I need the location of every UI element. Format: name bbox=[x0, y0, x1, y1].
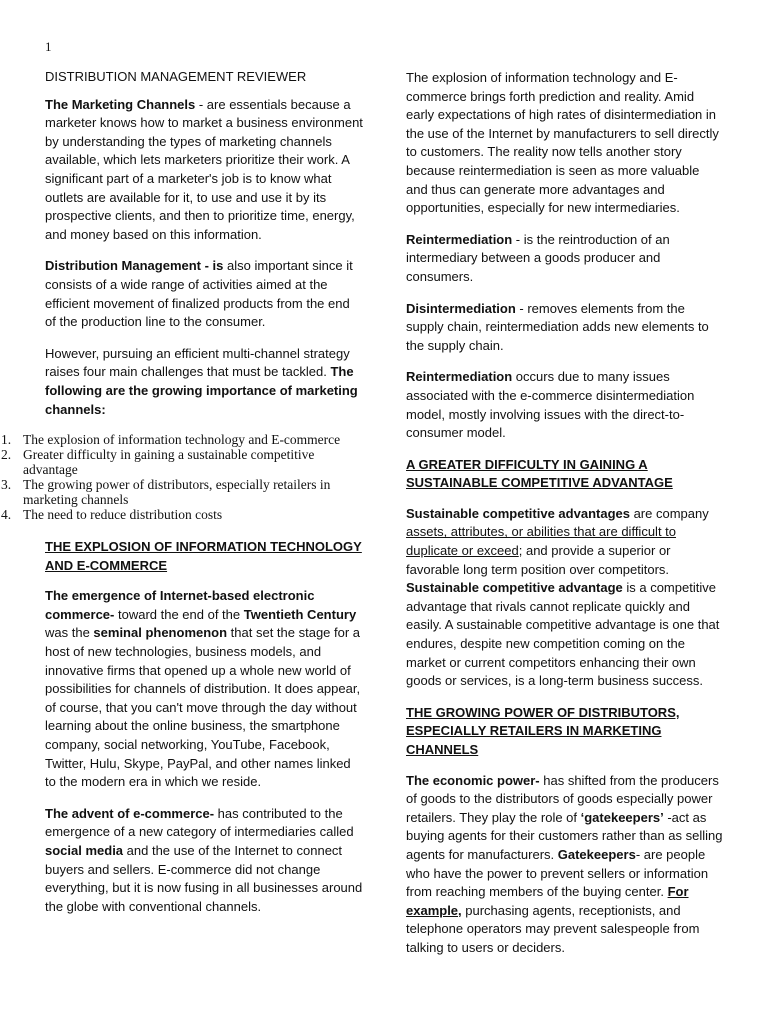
paragraph-text: has contributed to the emergence of a new category of intermediaries called bbox=[45, 805, 354, 840]
paragraph-text: -act as buying agents for their customers rather than as selling agents for manufacturers. bbox=[406, 809, 723, 862]
term-reintermediation: Reintermediation bbox=[406, 231, 513, 247]
paragraph-disintermediation-def bbox=[406, 300, 724, 356]
paragraph-text: - removes elements from the supply chain, reintermediation adds new elements to the supply chain. bbox=[406, 300, 709, 353]
list-text: The explosion of information technology and E-commerce bbox=[23, 432, 341, 448]
bold-underlined-text: For example, bbox=[406, 884, 689, 918]
section-heading-competitive-advantage: A GREATER DIFFICULTY IN GAINING A SUSTAINABLE COMPETITIVE ADVANTAGE bbox=[406, 456, 673, 491]
paragraph-text: However, pursuing an efficient multi-channel strategy raises four main challenges that must be tackled. bbox=[45, 345, 350, 380]
paragraph-text: that set the stage for a host of new technologies, business models, and innovative firms that opened up a whole new world of possibilities for channels of distribution. It does appear, of course, that you can't move through the day without learning about the online business, the smartphone company, social networking, YouTube, Facebook, Twitter, Hulu, Skype, PayPal, and other names linked to the modern era in which we reside. bbox=[45, 625, 361, 790]
paragraph-marketing-channels bbox=[45, 96, 363, 245]
paragraph-internet-commerce bbox=[45, 587, 363, 792]
bold-text: Gatekeepers bbox=[557, 846, 636, 862]
underlined-text: assets, attributes, or abilities that are difficult to duplicate or exceed bbox=[406, 524, 677, 559]
document-title: DISTRIBUTION MANAGEMENT REVIEWER bbox=[45, 69, 307, 84]
term-reintermediation: Reintermediation bbox=[406, 369, 513, 385]
list-text: The need to reduce distribution costs bbox=[23, 507, 223, 523]
bold-text: social media bbox=[45, 843, 124, 858]
section-heading-distributor-power: THE GROWING POWER OF DISTRIBUTORS, ESPECIALLY RETAILERS IN MARKETING CHANNELS bbox=[406, 704, 680, 757]
list-item bbox=[1, 507, 341, 522]
list-text: Greater difficulty in gaining a sustainable competitive advantage bbox=[23, 447, 315, 478]
bold-text: The advent of e-commerce- bbox=[45, 805, 215, 821]
paragraph-text: and the use of the Internet to connect buyers and sellers. E-commerce did not change everything, but it is now fusing in all businesses around the globe with conventional channels. bbox=[45, 843, 363, 914]
paragraph-bold-text: The following are the growing importance of marketing channels: bbox=[45, 364, 358, 417]
term-disintermediation: Disintermediation bbox=[406, 300, 516, 316]
page-number: 1 bbox=[45, 39, 52, 54]
paragraph-text: purchasing agents, receptionists, and telephone operators may prevent salespeople from talking to users or deciders. bbox=[406, 902, 700, 955]
paragraph-economic-power bbox=[406, 772, 724, 958]
paragraph-ecommerce-advent bbox=[45, 805, 363, 917]
paragraph-text: has shifted from the producers of goods to the distributors of goods especially power retailers. They play the role of bbox=[406, 772, 719, 825]
term-distribution-management: Distribution Management - is bbox=[45, 258, 224, 274]
list-number: 1. bbox=[1, 432, 12, 448]
list-item bbox=[1, 447, 341, 477]
importance-list bbox=[1, 432, 341, 522]
paragraph-text: was the bbox=[45, 625, 94, 641]
list-number: 2. bbox=[1, 447, 12, 463]
left-column bbox=[1, 68, 363, 929]
paragraph-text: occurs due to many issues associated with the e-commerce disintermediation model, mostly involving issues with the direct-to-consumer model. bbox=[406, 369, 695, 441]
list-text: The growing power of distributors, especially retailers in marketing channels bbox=[23, 477, 331, 508]
paragraph-prediction-reality: The explosion of information technology and E-commerce brings forth prediction and reality. Amid early expectations of high rates of disintermediation in the use of the Internet by manufacturers to sell directly to customers. The reality now tells another story because reintermediation is seen as more valuable and thus can generate more advantages and opportunities, especially for new intermediaries. bbox=[406, 70, 719, 216]
paragraph-text: also important since it consists of a wide range of activities aimed at the efficient movement of finalized products from the end of the production line to the consumer. bbox=[45, 258, 353, 330]
paragraph-text: toward the end of the bbox=[114, 606, 244, 622]
paragraph-sustainable-advantage bbox=[406, 505, 724, 691]
bold-text: The emergence of Internet-based electronic commerce- bbox=[45, 588, 315, 622]
section-heading-it-ecommerce: THE EXPLOSION OF INFORMATION TECHNOLOGY AND E-COMMERCE bbox=[45, 539, 362, 573]
list-item bbox=[1, 477, 341, 507]
bold-text: Twentieth Century bbox=[243, 606, 357, 622]
paragraph-challenges bbox=[45, 345, 363, 419]
paragraph-text: is a competitive advantage that rivals cannot replicate quickly and easily. A sustainable competitive advantage is one that endures, despite new competition coming on the market or current competitors enhancing their own goods or services, is a long-term business success. bbox=[406, 580, 720, 689]
paragraph-text: - is the reintroduction of an intermediary between a goods producer and consumers. bbox=[406, 231, 670, 284]
paragraph-text: ; and provide a superior or favorable long term position over competitors. bbox=[406, 543, 671, 577]
right-column bbox=[406, 69, 724, 971]
paragraph-reintermediation-issues bbox=[406, 368, 724, 442]
paragraph-text: - are essentials because a marketer knows how to market a business environment by understanding the types of marketing channels available, which lets marketers prioritize their work. A significant part of a marketer's job is to know what outlets are available for it, to use and use it by its prospective clients, and then to prioritize time, energy, and money based on this information. bbox=[45, 96, 363, 242]
paragraph-text: - are people who have the power to prevent sellers or information from reaching members of the buying center. bbox=[406, 846, 709, 900]
list-item bbox=[1, 432, 341, 447]
list-number: 3. bbox=[1, 477, 12, 493]
bold-text: seminal phenomenon bbox=[93, 625, 228, 641]
paragraph-text: are company bbox=[629, 505, 709, 521]
bold-text: The economic power- bbox=[406, 772, 540, 788]
bold-text: ‘gatekeepers’ bbox=[580, 809, 664, 825]
list-number: 4. bbox=[1, 507, 12, 523]
paragraph-distribution-management bbox=[45, 257, 363, 331]
bold-text: Sustainable competitive advantage bbox=[406, 580, 623, 596]
bold-text: Sustainable competitive advantages bbox=[406, 505, 630, 521]
paragraph-reintermediation-def bbox=[406, 231, 724, 287]
term-marketing-channels: The Marketing Channels bbox=[45, 96, 196, 112]
